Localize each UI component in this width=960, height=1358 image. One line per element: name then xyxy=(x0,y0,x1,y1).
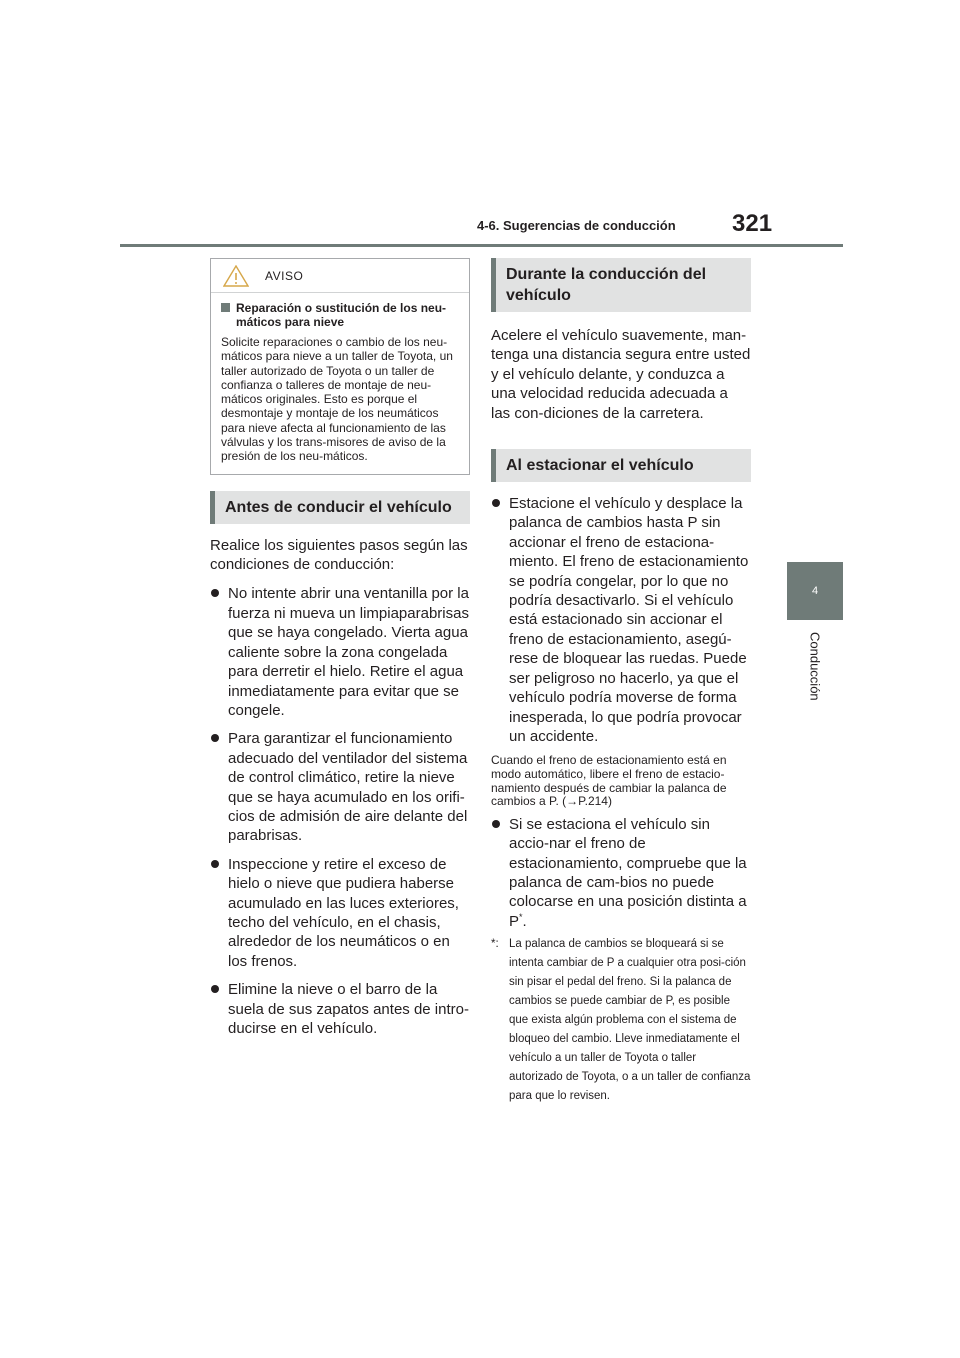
before-driving-list xyxy=(210,584,470,1038)
page-number: 321 xyxy=(732,210,773,237)
left-column xyxy=(210,258,470,1038)
heading-parking: Al estacionar el vehículo xyxy=(491,449,751,482)
warning-subheading-text: Reparación o sustitución de los neu-máticos para nieve xyxy=(236,301,447,329)
list-item: Estacione el vehículo y desplace la palanca de cambios hasta P sin accionar el freno de estaciona-miento. El freno de estacionamiento se podría congelar, por lo que no podría desactivarlo. Si el vehículo está estacionado sin accionar el freno de estacionamiento, asegú-rese de bloquear las ruedas. Puede ser peligroso no hacerlo, ya que el vehículo podría moverse de forma inesperada, lo que podría provocar un accidente. xyxy=(491,494,751,746)
chapter-label: Conducción xyxy=(807,632,823,701)
right-column xyxy=(491,258,751,1106)
header-divider xyxy=(120,244,843,247)
warning-title: AVISO xyxy=(265,268,304,283)
warning-header xyxy=(211,259,469,293)
heading-while-driving: Durante la conducción del vehículo xyxy=(491,258,751,312)
footnote-mark: *: xyxy=(491,938,499,951)
footnote-text: La palanca de cambios se bloqueará si se intenta cambiar de P a cualquier otra posi-ción sin pisar el pedal del freno. Si la palanca de cambios se puede cambiar de P, es posible que exista algún problema con el sistema de bloqueo del cambio. Lleve inmediatamente el vehículo a un taller de Toyota o taller autorizado de Toyota, o a un taller de confianza para que lo revisen. xyxy=(509,938,751,1103)
list-item xyxy=(491,815,751,931)
bullet-text: Si se estaciona el vehículo sin accio-nar el freno de estacionamiento, compruebe que la palanca de cam-bios no puede colocarse en una posición distinta a P xyxy=(509,815,747,930)
warning-box xyxy=(210,258,470,475)
bullet-end: . xyxy=(522,912,527,930)
footnote xyxy=(491,935,751,1106)
warning-text: Solicite reparaciones o cambio de los neu-máticos para nieve a un taller de Toyota, un taller autorizado de Toyota o un taller de confianza o talleres de montaje de neu-máticos originales. Esto es porque el desmontaje y montaje de los neumáticos para nieve afecta al funcionamiento de las válvulas y los trans-misores de aviso de la presión de los neu-máticos. xyxy=(221,335,453,464)
footnote-marker: * xyxy=(519,911,523,922)
before-driving-intro: Realice los siguientes pasos según las condiciones de conducción: xyxy=(210,536,468,574)
parking-list-2 xyxy=(491,815,751,931)
warning-triangle-icon xyxy=(223,265,249,287)
parking-note: Cuando el freno de estacionamiento está en modo automático, libere el freno de estacio-namiento después de cambiar la palanca de cambios a P. (→P.214) xyxy=(491,753,727,809)
heading-before-driving: Antes de conducir el vehículo xyxy=(210,491,470,524)
list-item: Elimine la nieve o el barro de la suela de sus zapatos antes de intro-ducirse en el vehículo. xyxy=(210,980,470,1038)
list-item: Para garantizar el funcionamiento adecuado del ventilador del sistema de control climático, retire la nieve que se haya acumulado en los orifi-cios de admisión de aire delante del parabrisas. xyxy=(210,729,470,845)
warning-subheading xyxy=(221,301,459,329)
parking-list xyxy=(491,494,751,746)
list-item: Inspeccione y retire el exceso de hielo o nieve que pudiera haberse acumulado en las luces exteriores, techo del vehículo, en el chasis, alrededor de los neumáticos o en los frenos. xyxy=(210,855,470,971)
section-title: 4-6. Sugerencias de conducción xyxy=(477,218,676,233)
chapter-tab[interactable]: 4 xyxy=(787,562,843,620)
while-driving-text: Acelere el vehículo suavemente, man-tenga una distancia segura entre usted y el vehículo delante, y conduzca a una velocidad reducida adecuada a las con-diciones de la carretera. xyxy=(491,327,751,422)
list-item: No intente abrir una ventanilla por la fuerza ni mueva un limpiaparabrisas que se haya congelado. Vierta agua caliente sobre la zona congelada para derretir el hielo. Retire el agua inmediatamente para evitar que se congele. xyxy=(210,584,470,720)
square-bullet-icon xyxy=(221,303,230,312)
